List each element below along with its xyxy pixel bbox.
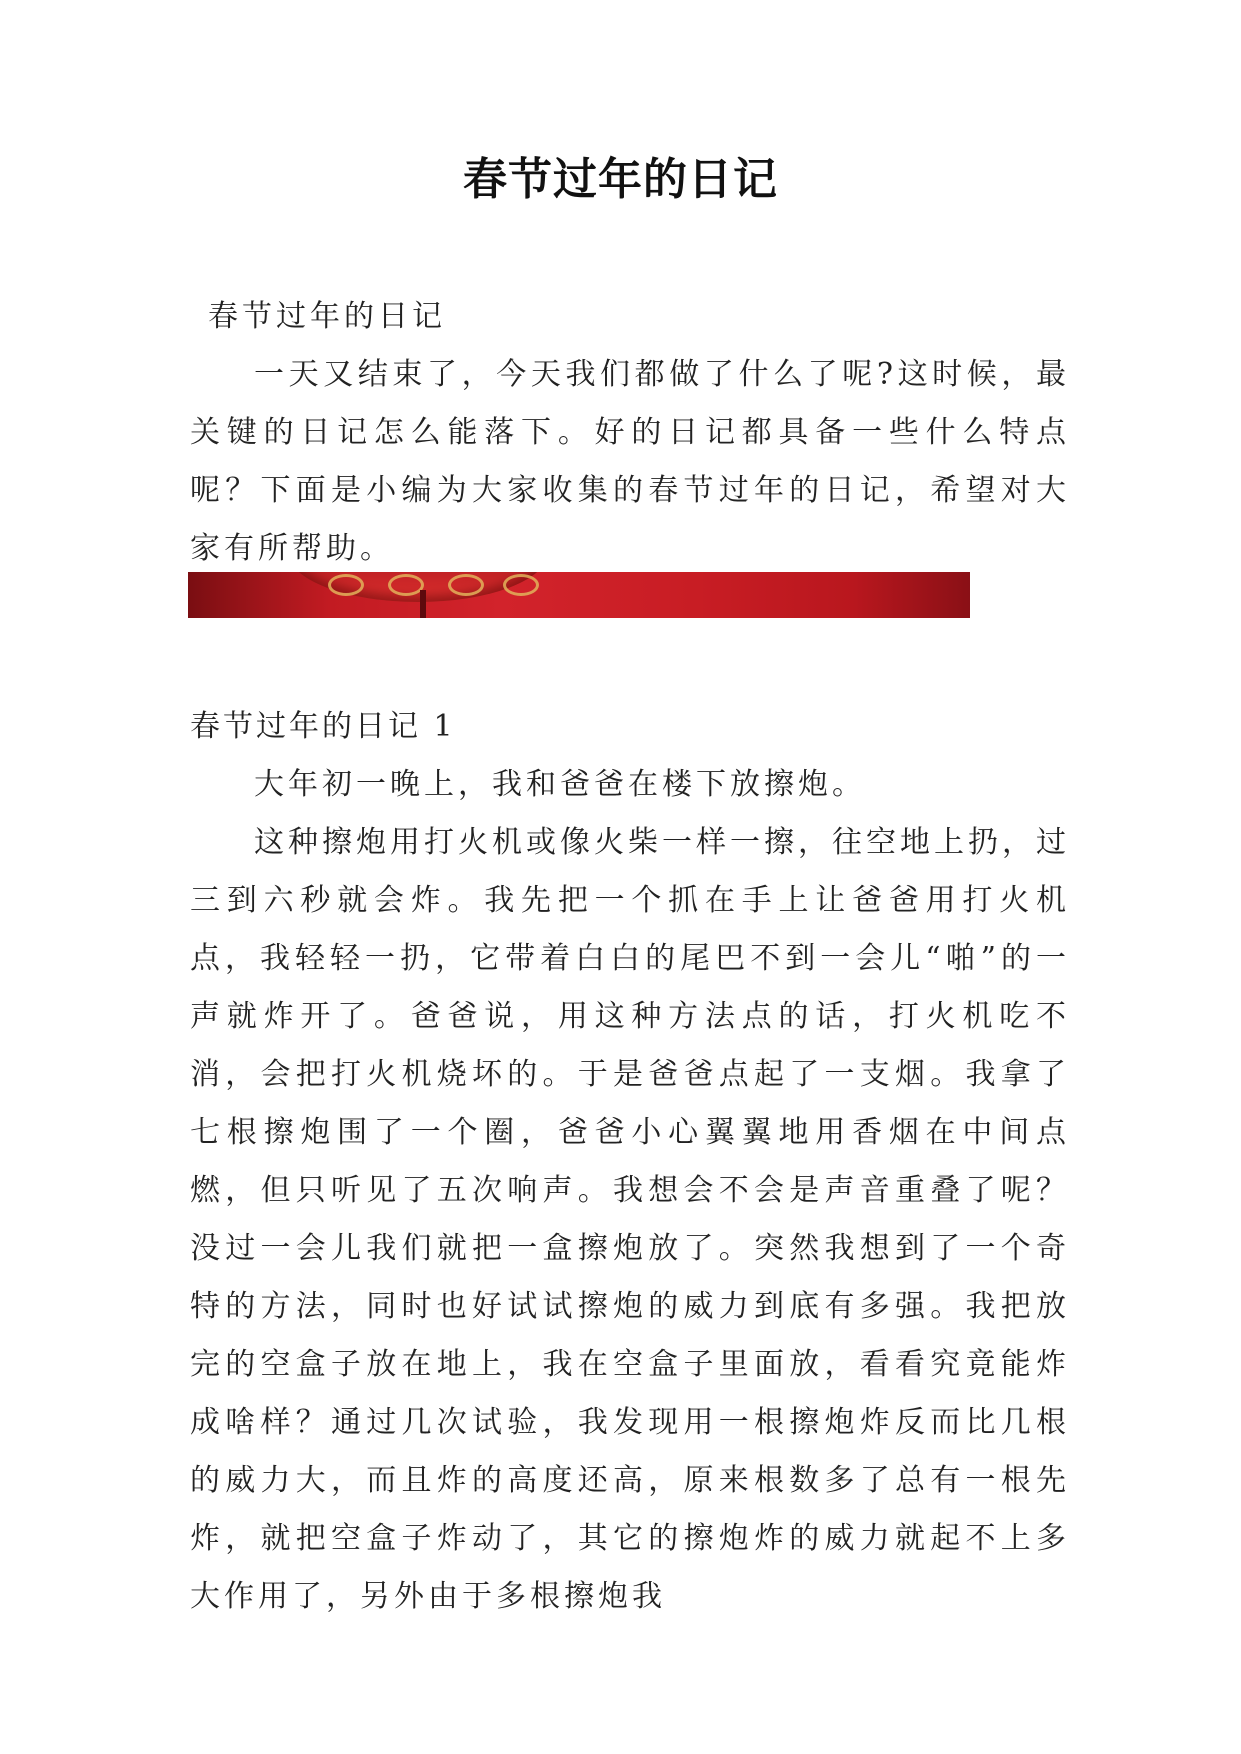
lantern-pattern xyxy=(328,574,364,596)
document-subtitle: 春节过年的日记 xyxy=(208,299,446,334)
lantern-pattern xyxy=(503,574,539,596)
page-title: 春节过年的日记 xyxy=(463,154,778,205)
section-heading: 春节过年的日记 1 xyxy=(190,709,456,744)
paragraph: 大年初一晚上，我和爸爸在楼下放擦炮。 xyxy=(254,767,866,802)
intro-paragraph: 一天又结束了，今天我们都做了什么了呢?这时候，最关键的日记怎么能落下。好的日记都具备一些什么特点呢？下面是小编为大家收集的春节过年的日记，希望对大家有所帮助。 xyxy=(190,357,1070,566)
lantern-tassel xyxy=(420,590,426,618)
banner-image xyxy=(188,572,970,618)
lantern-pattern xyxy=(388,574,424,596)
lantern-pattern xyxy=(448,574,484,596)
paragraph: 这种擦炮用打火机或像火柴一样一擦，往空地上扔，过三到六秒就会炸。我先把一个抓在手上让爸爸用打火机点，我轻轻一扔，它带着白白的尾巴不到一会儿“啪”的一声就炸开了。爸爸说，用这种方法点的话，打火机吃不消，会把打火机烧坏的。于是爸爸点起了一支烟。我拿了七根擦炮围了一个圈，爸爸小心翼翼地用香烟在中间点燃，但只听见了五次响声。我想会不会是声音重叠了呢？没过一会儿我们就把一盒擦炮放了。突然我想到了一个奇特的方法，同时也好试试擦炮的威力到底有多强。我把放完的空盒子放在地上，我在空盒子里面放，看看究竟能炸成啥样？通过几次试验，我发现用一根擦炮炸反而比几根的威力大，而且炸的高度还高，原来根数多了总有一根先炸，就把空盒子炸动了，其它的擦炮炸的威力就起不上多大作用了，另外由于多根擦炮我 xyxy=(190,825,1070,1614)
